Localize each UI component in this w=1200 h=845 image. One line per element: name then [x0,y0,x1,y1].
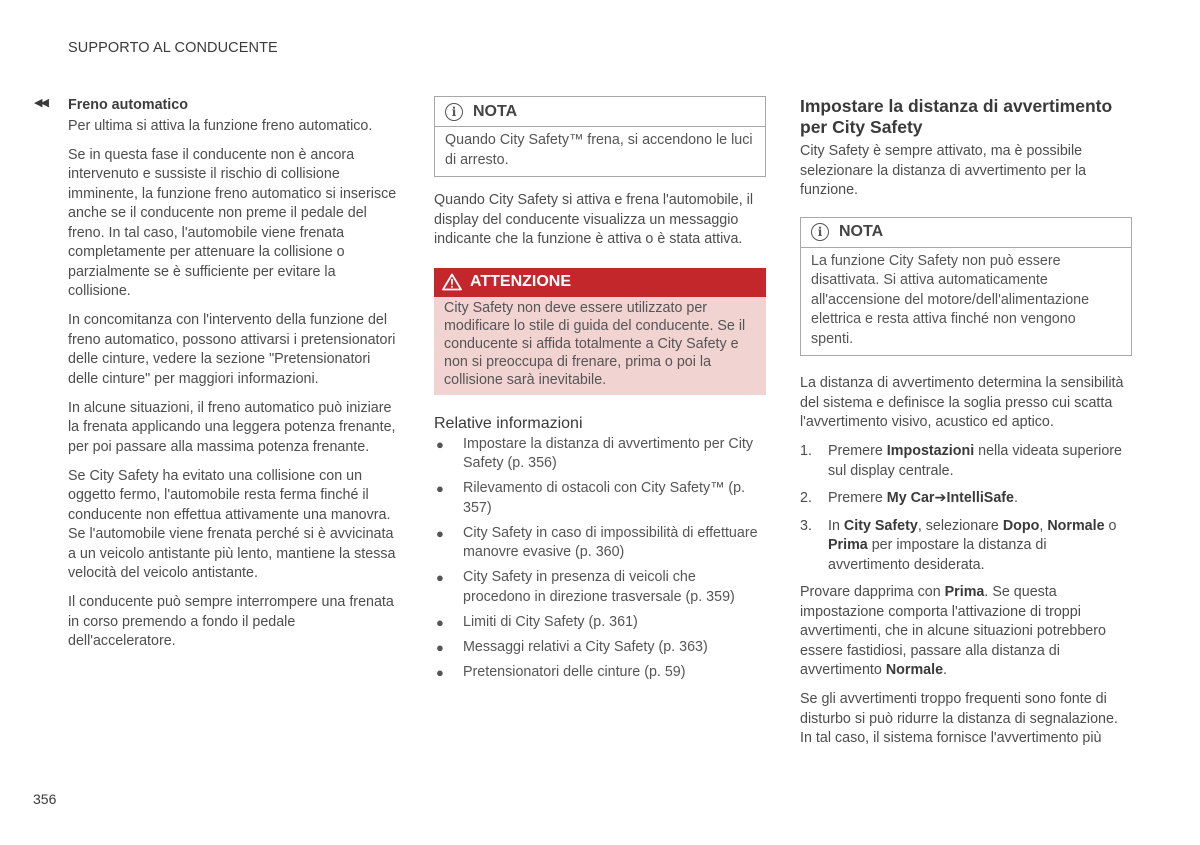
info-icon: i [445,103,463,121]
steps-list [800,442,1132,575]
note-box [434,96,766,177]
note-box [800,217,1132,357]
warning-box [434,268,766,395]
note-text: Quando City Safety™ frena, si accendono le luci di arresto. [445,132,753,168]
column-2 [434,96,766,688]
column-1 [68,96,398,661]
note-header [801,218,1131,248]
page-number: 356 [33,791,57,807]
paragraph: Il conducente può sempre interrompere una frenata in corso premendo a fondo il pedale dell'acceleratore. [68,594,394,649]
info-icon: i [811,223,829,241]
paragraph: Se in questa fase il conducente non è ancora intervenuto e sussiste il rischio di collisione imminente, la funzione freno automatico si inserisce anche se il conducente non preme il pedale del freno. In tal caso, l'automobile viene frenata completamente per attenuare la collisione o parzialmente se è sufficiente per evitare la collisione. [68,146,397,299]
related-title: Relative informazioni [434,414,583,432]
warning-header [434,268,766,297]
related-link[interactable]: ● Rilevamento di ostacoli con City Safety™ (p. 357) [436,480,746,516]
warning-text: City Safety non deve essere utilizzato per modificare lo stile di guida del conducente. Se il conducente si affida totalmente a City Safety e non si preoccupa di frenare, prima o poi la collisione sarà inevitabile. [434,297,766,395]
paragraph: Per ultima si attiva la funzione freno automatico. [68,117,373,134]
note-title: NOTA [839,223,884,240]
related-link[interactable]: ● City Safety in presenza di veicoli che procedono in direzione trasversale (p. 359) [436,569,735,605]
paragraph: Quando City Safety si attiva e frena l'automobile, il display del conducente visualizza un messaggio indicante che la funzione è attiva o è stata attiva. [434,192,754,247]
related-list [434,435,766,683]
paragraph: Se gli avvertimenti troppo frequenti sono fonte di disturbo si può ridurre la distanza di segnalazione. In tal caso, il sistema fornisce l'avvertimento più [800,691,1118,746]
step-item: 2. Premere My Car➔IntelliSafe. [800,490,1018,506]
step-item: 3. In City Safety, selezionare Dopo, Normale o Prima per impostare la distanza di avvertimento desiderata. [800,517,1117,573]
section-heading: Freno automatico [68,97,188,113]
section-title: Impostare la distanza di avvertimento per City Safety [800,96,1113,137]
related-link[interactable]: ● City Safety in caso di impossibilità di effettuare manovre evasive (p. 360) [436,524,758,560]
related-link[interactable]: ● Messaggi relativi a City Safety (p. 363) [436,638,708,655]
note-header [435,97,765,127]
column-3 [800,96,1132,758]
related-link[interactable]: ● Impostare la distanza di avvertimento per City Safety (p. 356) [436,435,754,471]
related-link[interactable]: ● Pretensionatori delle cinture (p. 59) [436,663,686,680]
page-header: SUPPORTO AL CONDUCENTE [68,40,278,56]
warning-triangle-icon [442,273,462,291]
paragraph: In concomitanza con l'intervento della funzione del freno automatico, possono attivarsi i pretensionatori delle cinture, vedere la sezione "Pretensionatori delle cinture" per maggiori informazioni. [68,312,396,387]
arrow-right-icon: ➔ [934,490,947,506]
paragraph: Provare dapprima con Prima. Se questa impostazione comporta l'attivazione di troppi avvertimenti, che in alcune situazioni potrebbero essere fastidiosi, passare alla distanza di avvertimento Normale. [800,584,1106,678]
paragraph: In alcune situazioni, il freno automatico può iniziare la frenata applicando una leggera potenza frenante, per poi passare alla massima potenza frenante. [68,399,396,455]
double-chevron-left-icon: ◀◀ [34,97,47,109]
paragraph: Se City Safety ha evitato una collisione con un oggetto fermo, l'automobile resta ferma finché il conducente non effettua attivamente una manovra. Se l'automobile viene frenata perché si è avvicinata a un veicolo antistante più lento, mantiene la stessa velocità del veicolo antistante. [68,467,396,581]
related-link[interactable]: ● Limiti di City Safety (p. 361) [436,613,638,630]
step-item: 1. Premere Impostazioni nella videata superiore sul display centrale. [800,443,1122,479]
warning-title: ATTENZIONE [470,273,572,290]
note-text: La funzione City Safety non può essere disattivata. Si attiva automaticamente all'accensione del motore/dell'alimentazione elettrica e resta attiva finché non vengono spenti. [811,252,1090,347]
note-title: NOTA [473,102,518,120]
paragraph: La distanza di avvertimento determina la sensibilità del sistema e definisce la soglia presso cui scatta l'avvertimento visivo, acustico ed aptico. [800,375,1124,430]
intro-paragraph: City Safety è sempre attivato, ma è possibile selezionare la distanza di avvertimento per la funzione. [800,143,1087,198]
